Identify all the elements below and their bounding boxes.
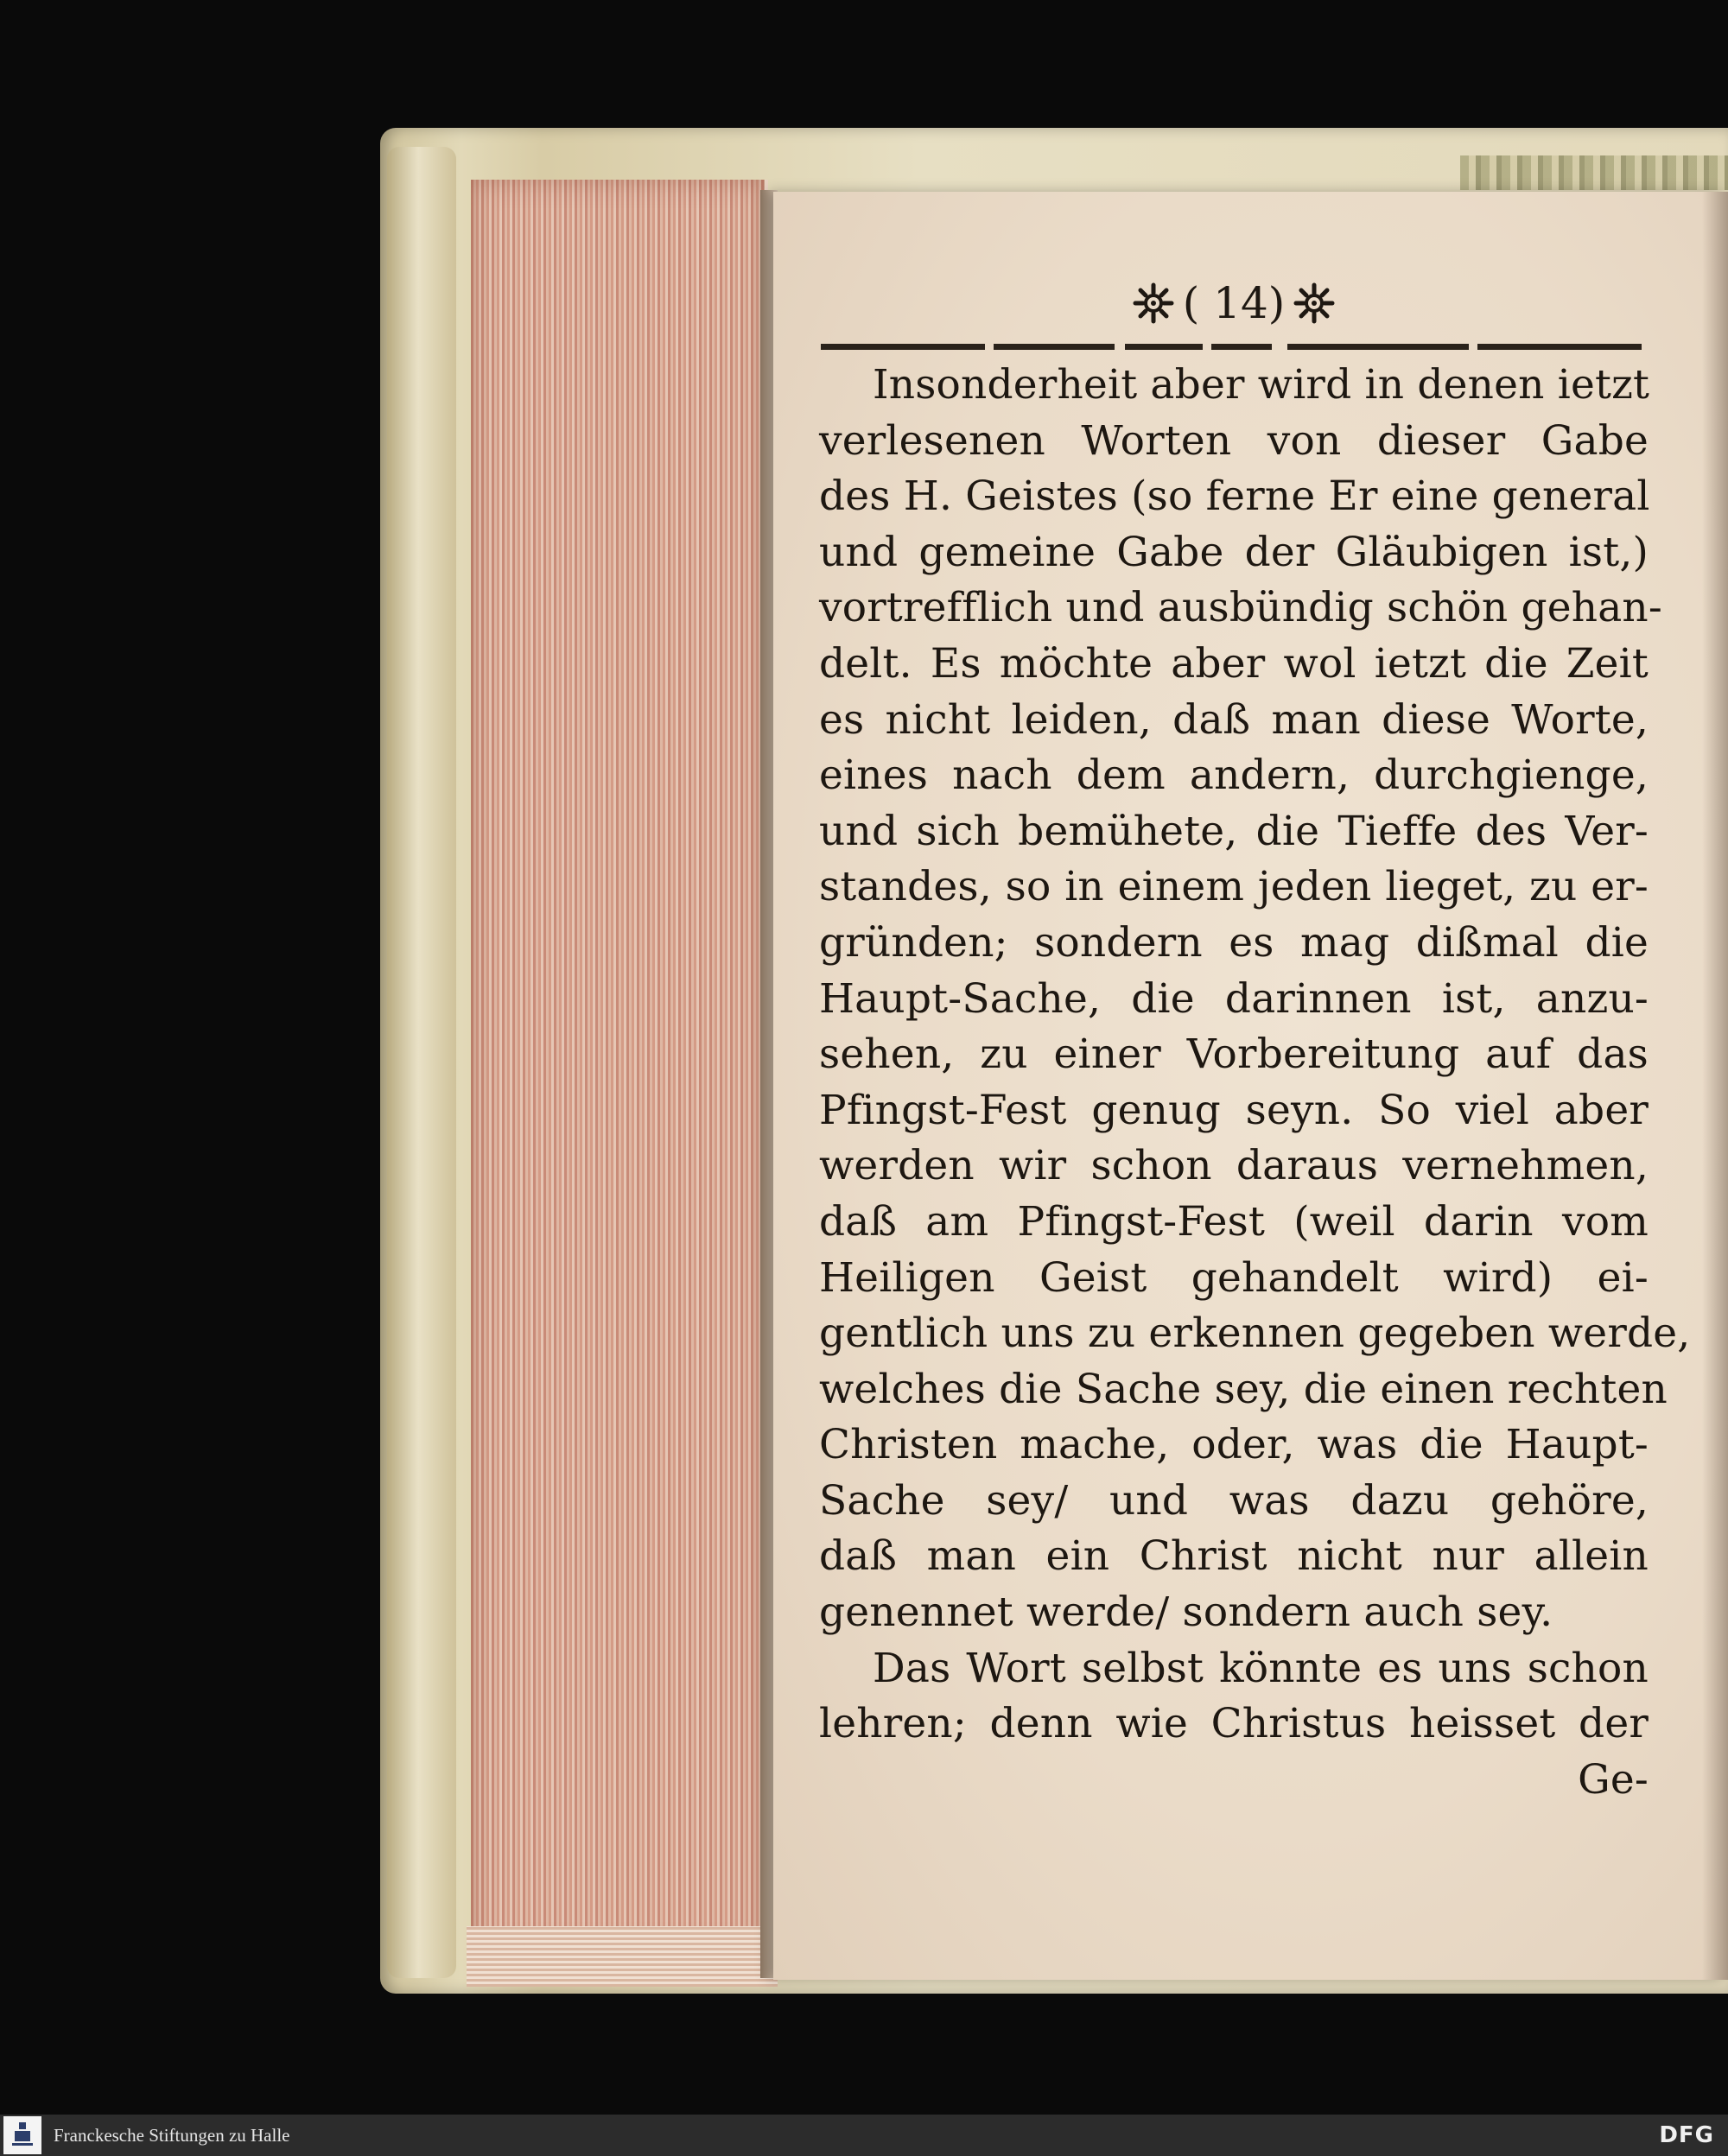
dfg-logo: DFG [1659, 2122, 1714, 2148]
page-edges [471, 180, 768, 1950]
text-line: gentlich uns zu erkennen gegeben werde, [819, 1309, 1691, 1358]
text-line: Heiligen Geist gehandelt wird) ei- [819, 1253, 1649, 1302]
text-line: standes, so in einem jeden lieget, zu er- [819, 863, 1649, 911]
text-line: sehen, zu einer Vorbereitung auf das [819, 1030, 1649, 1079]
header-rule [821, 344, 1642, 352]
page-text [819, 358, 1691, 1808]
text-line: delt. Es möchte aber wol ietzt die Zeit [819, 639, 1649, 688]
text-line: daß man ein Christ nicht nur allein [819, 1532, 1649, 1581]
page-edge-shadow [1702, 192, 1728, 1980]
page-edges-bottom [467, 1926, 778, 1987]
page-number: ( 14) [1182, 278, 1286, 328]
text-line: Christen mache, oder, was die Haupt- [819, 1421, 1649, 1469]
page-header [1096, 275, 1372, 332]
text-line: daß am Pfingst-Fest (weil darin vom [819, 1197, 1649, 1246]
text-line: verlesenen Worten von dieser Gabe [819, 416, 1649, 465]
text-line: Das Wort selbst könnte es uns schon [873, 1644, 1649, 1692]
rosette-ornament-icon [1293, 282, 1335, 324]
text-line: vortrefflich und ausbündig schön gehan- [819, 584, 1662, 632]
text-line: eines nach dem andern, durchgienge, [819, 751, 1649, 800]
viewer-footer [0, 2115, 1728, 2156]
text-line: und gemeine Gabe der Gläubigen ist,) [819, 528, 1649, 576]
book-spine [387, 147, 456, 1978]
text-line: Pfingst-Fest genug seyn. So viel aber [819, 1086, 1649, 1134]
text-line: lehren; denn wie Christus heisset der [819, 1700, 1649, 1748]
text-line: des H. Geistes (so ferne Er eine general [819, 472, 1650, 521]
text-line: werden wir schon daraus vernehmen, [819, 1142, 1649, 1190]
institution-name: Franckesche Stiftungen zu Halle [54, 2124, 290, 2146]
text-line: Sache sey/ und was dazu gehöre, [819, 1476, 1649, 1525]
text-line: es nicht leiden, daß man diese Worte, [819, 695, 1649, 744]
text-line: Insonderheit aber wird in denen ietzt [873, 361, 1650, 409]
text-line: gründen; sondern es mag dißmal die [819, 918, 1649, 967]
text-line: welches die Sache sey, die einen rechten [819, 1365, 1668, 1413]
franckesche-logo-icon [3, 2116, 41, 2154]
text-line: und sich bemühete, die Tieffe des Ver- [819, 807, 1649, 855]
text-line: Haupt-Sache, die darinnen ist, anzu- [819, 974, 1649, 1023]
catchword: Ge- [1578, 1755, 1649, 1804]
headband [1460, 155, 1728, 190]
text-line: genennet werde/ sondern auch sey. [819, 1588, 1553, 1637]
rosette-ornament-icon [1133, 282, 1174, 324]
